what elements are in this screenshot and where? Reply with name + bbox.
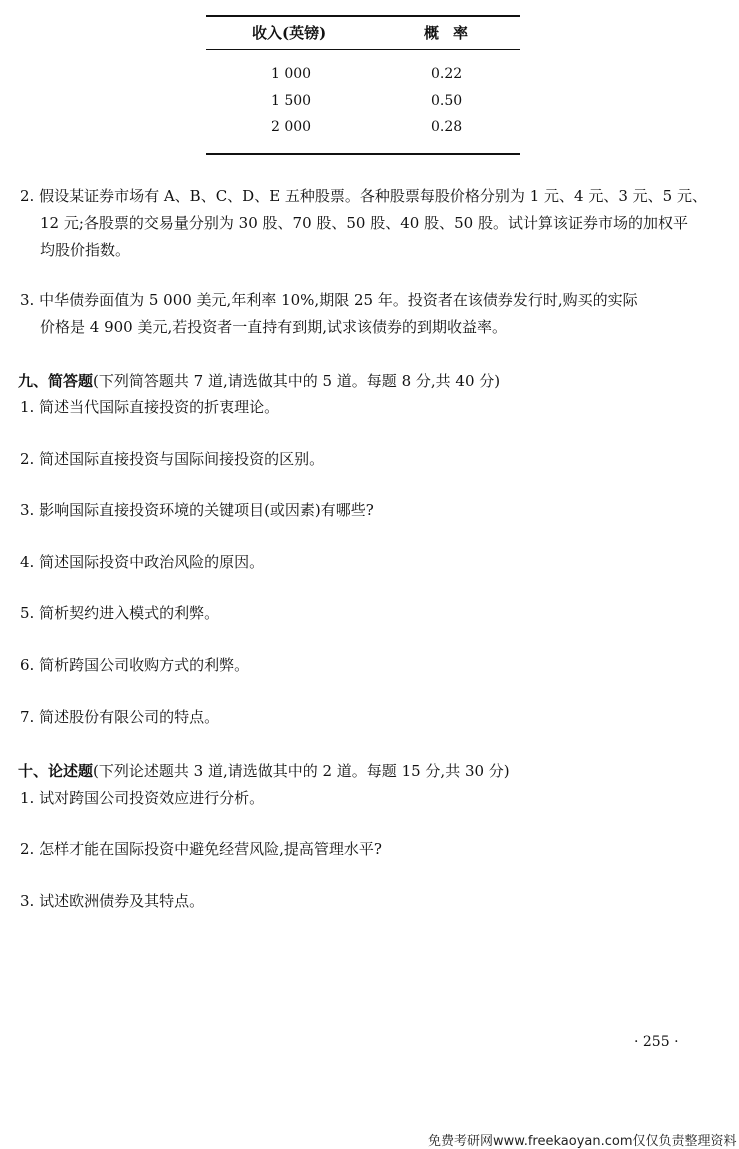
table-header-rule: [206, 49, 520, 50]
table-cell-income: 1 000: [271, 66, 312, 82]
problem-2-line-1: 2. 假设某证券市场有 A、B、C、D、E 五种股票。各种股票每股价格分别为 1 元、4 元、3 元、5 元、: [20, 187, 707, 205]
section-10-item: 1. 试对跨国公司投资效应进行分析。: [20, 789, 265, 807]
table-cell-income: 1 500: [271, 93, 312, 109]
section-9-item: 4. 简述国际投资中政治风险的原因。: [20, 553, 265, 571]
problem-2-line-2: 12 元;各股票的交易量分别为 30 股、70 股、50 股、40 股、50 股。试计算该证券市场的加权平: [40, 214, 688, 232]
section-9-item: 6. 简析跨国公司收购方式的利弊。: [20, 656, 250, 674]
problem-3-line-2: 价格是 4 900 美元,若投资者一直持有到期,试求该债券的到期收益率。: [40, 318, 508, 336]
table-cell-income: 2 000: [271, 119, 312, 135]
table-cell-probability: 0.50: [431, 93, 463, 109]
table-header-probability: 概率: [424, 24, 483, 42]
problem-2-line-3: 均股价指数。: [40, 241, 131, 259]
section-10-heading: [18, 762, 510, 780]
section-9-item: 5. 简析契约进入模式的利弊。: [20, 604, 220, 622]
section-9-item: 7. 简述股份有限公司的特点。: [20, 708, 220, 726]
section-9-item: 1. 简述当代国际直接投资的折衷理论。: [20, 398, 280, 416]
footer-watermark: 免费考研网www.freekaoyan.com仅仅负责整理资料: [428, 1134, 737, 1149]
section-10-title: 十、论述题: [18, 762, 94, 780]
table-cell-probability: 0.22: [431, 66, 463, 82]
section-9-note: (下列简答题共 7 道,请选做其中的 5 道。每题 8 分,共 40 分): [93, 372, 501, 390]
table-top-rule: [206, 15, 520, 17]
section-10-item: 3. 试述欧洲债券及其特点。: [20, 892, 205, 910]
section-10-item: 2. 怎样才能在国际投资中避免经营风险,提高管理水平?: [20, 840, 382, 858]
table-cell-probability: 0.28: [431, 119, 463, 135]
table-header-income: 收入(英镑): [252, 24, 327, 42]
section-9-item: 3. 影响国际直接投资环境的关键项目(或因素)有哪些?: [20, 501, 374, 519]
page-number: · 255 ·: [634, 1034, 679, 1050]
section-9-heading: [18, 372, 500, 390]
table-bottom-rule: [206, 153, 520, 155]
problem-3-line-1: 3. 中华债券面值为 5 000 美元,年利率 10%,期限 25 年。投资者在该债券发行时,购买的实际: [20, 291, 638, 309]
section-10-note: (下列论述题共 3 道,请选做其中的 2 道。每题 15 分,共 30 分): [93, 762, 510, 780]
section-9-item: 2. 简述国际直接投资与国际间接投资的区别。: [20, 450, 325, 468]
section-9-title: 九、简答题: [18, 372, 94, 390]
